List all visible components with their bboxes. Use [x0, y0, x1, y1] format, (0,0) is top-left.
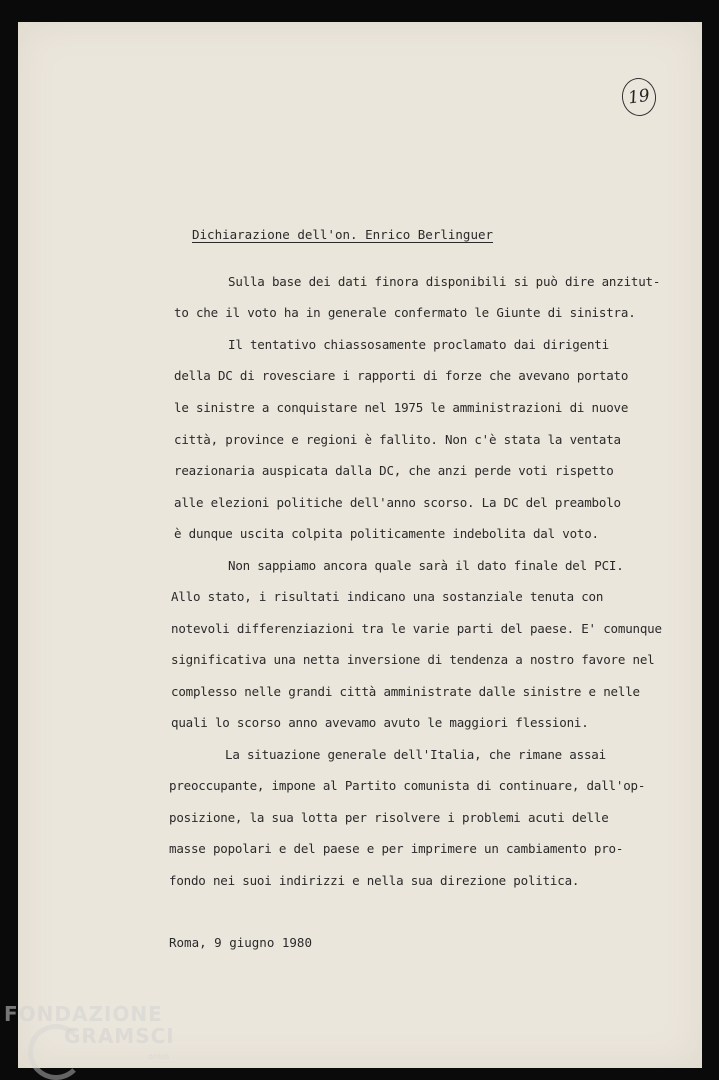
text-line: posizione, la sua lotta per risolvere i problemi acuti delle	[169, 810, 609, 825]
document-title: Dichiarazione dell'on. Enrico Berlinguer	[192, 227, 494, 242]
document-page	[18, 22, 702, 1068]
text-line: quali lo scorso anno avevamo avuto le maggiori flessioni.	[171, 715, 589, 730]
text-line: La situazione generale dell'Italia, che rimane assai	[225, 747, 606, 762]
page-number-stamp: 19	[620, 76, 659, 118]
text-line: fondo nei suoi indirizzi e nella sua direzione politica.	[169, 873, 580, 888]
text-line: significativa una netta inversione di tendenza a nostro favore nel	[171, 652, 655, 667]
text-line: reazionaria auspicata dalla DC, che anzi perde voti rispetto	[174, 463, 614, 478]
text-line: notevoli differenziazioni tra le varie parti del paese. E' comunque	[171, 621, 662, 636]
text-line: complesso nelle grandi città amministrate dalle sinistre e nelle	[171, 684, 640, 699]
fondazione-gramsci-watermark	[4, 1002, 184, 1076]
text-line: alle elezioni politiche dell'anno scorso. La DC del preambolo	[174, 495, 621, 510]
document-date: Roma, 9 giugno 1980	[169, 935, 312, 950]
text-line: masse popolari e del paese e per imprimere un cambiamento pro-	[169, 841, 624, 856]
watermark-small-text: onlus	[148, 1052, 170, 1061]
text-line: della DC di rovesciare i rapporti di forze che avevano portato	[174, 368, 629, 383]
watermark-bottom-text: GRAMSCI	[64, 1024, 175, 1048]
text-line: Sulla base dei dati finora disponibili si può dire anzitut-	[228, 274, 661, 289]
text-line: le sinistre a conquistare nel 1975 le amministrazioni di nuove	[174, 400, 629, 415]
text-line: Allo stato, i risultati indicano una sostanziale tenuta con	[171, 589, 604, 604]
text-line: Non sappiamo ancora quale sarà il dato finale del PCI.	[228, 558, 624, 573]
text-line: preoccupante, impone al Partito comunista di continuare, dall'op-	[169, 778, 646, 793]
text-line: è dunque uscita colpita politicamente indebolita dal voto.	[174, 526, 599, 541]
text-line: città, province e regioni è fallito. Non c'è stata la ventata	[174, 432, 621, 447]
watermark-top-text: FONDAZIONE	[4, 1002, 163, 1026]
text-line: Il tentativo chiassosamente proclamato dai dirigenti	[228, 337, 609, 352]
text-line: to che il voto ha in generale confermato le Giunte di sinistra.	[174, 305, 636, 320]
